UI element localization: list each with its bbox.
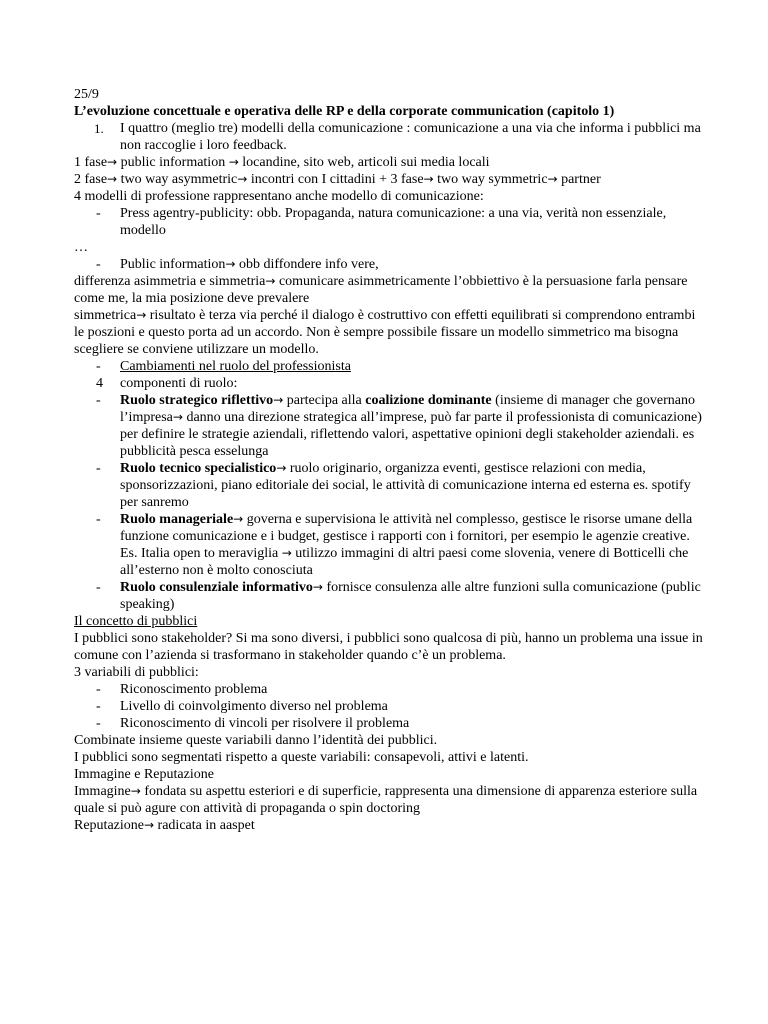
list-item-componenti: 4 componenti di ruolo: [96,376,238,391]
document-heading: L’evoluzione concettuale e operativa delle RP e della corporate communication (capitolo 1) [74,104,615,119]
dash-marker: - [96,461,101,476]
ellipsis: … [74,240,88,255]
dash-marker: - [96,359,101,374]
arrow-icon: → [312,580,323,594]
dash-marker: - [96,512,101,527]
arrow-icon: → [172,410,183,424]
arrow-icon: → [233,512,244,526]
modelli-line: 4 modelli di professione rappresentano anche modello di comunicazione: [74,189,484,204]
list-item-ruolo-strategico: - Ruolo strategico riflettivo→ partecipa alla coalizione dominante (insieme di manager che governano l’impresa→ danno una direzione strategica all’imprese, può far parte il professionista di comunicazione) per definire le strategie aziendali, riflettendo valori, aspettative opinioni degli stakeholder aziendali. es pubblicità pesca esselunga [96,393,702,459]
list-item-variabile-2: - Livello di coinvolgimento diverso nel problema [96,699,388,714]
date: 25/9 [74,87,99,102]
numbered-item-1: 1. I quattro (meglio tre) modelli della comunicazione : comunicazione a una via che informa i pubblici ma non raccoglie i loro feedback. [94,121,701,153]
fase-1-line: 1 fase→ public information → locandine, sito web, articoli sui media locali [74,155,490,170]
arrow-icon: → [228,155,239,169]
pubblici-paragraph: I pubblici sono stakeholder? Si ma sono diversi, i pubblici sono qualcosa di più, hanno un problema una issue in comune con l’azienda si trasformano in stakeholder quando c’è un problema. [74,631,703,663]
arrow-icon: → [237,172,248,186]
dash-marker: - [96,699,101,714]
arrow-icon: → [265,274,276,288]
arrow-icon: → [547,172,558,186]
dash-marker: - [96,206,101,221]
differenza-paragraph: differenza asimmetria e simmetria→ comunicare asimmetricamente l’obbiettivo è la persuasione farla pensare come me, la mia posizione deve prevalere [74,274,688,306]
number-marker: 1. [94,121,104,136]
arrow-icon: → [423,172,434,186]
arrow-icon: → [130,784,141,798]
dash-marker: - [96,393,101,408]
list-item-ruolo-consulenziale: - Ruolo consulenziale informativo→ fornisce consulenza alle altre funzioni sulla comunicazione (public speaking) [96,580,701,612]
arrow-icon: → [225,257,236,271]
arrow-icon: → [107,172,118,186]
dash-marker: - [96,257,101,272]
dash-marker: - [96,682,101,697]
number-marker: 4 [96,376,103,391]
simmetrica-paragraph: simmetrica→ risultato è terza via perché il dialogo è costruttivo con effetti equilibrati si comprendono entrambi le poszioni e questo porta ad un accordo. Non è sempre possibile fissare un modello simmetrico ma bisogna scegliere se conviene utilizzare un modello. [74,308,696,357]
list-item-ruolo-manageriale: - Ruolo manageriale→ governa e supervisiona le attività nel complesso, gestisce le risorse umane della funzione comunicazione e i budget, gestisce i rapporti con i fornitori, per esempio le agenzie creative. Es. Italia open to meraviglia → utilizzo immagini di altri paesi come slovenia, venere di Botticelli che all’esterno non è molto conosciuta [96,512,693,578]
list-item-press: - Press agentry-publicity: obb. Propaganda, natura comunicazione: a una via, verità non essenziale, modello [96,206,667,238]
arrow-icon: → [136,308,147,322]
list-item-public-information: - Public information→ obb diffondere info vere, [96,257,379,272]
arrow-icon: → [273,393,284,407]
section-title-immagine: Immagine e Reputazione [74,767,214,782]
arrow-icon: → [143,818,155,832]
list-item-variabile-1: - Riconoscimento problema [96,682,268,697]
arrow-icon: → [281,546,292,560]
dash-marker: - [96,716,101,731]
segmentati-line: I pubblici sono segmentati rispetto a queste variabili: consapevoli, attivi e latenti. [74,750,529,765]
arrow-icon: → [276,461,287,475]
immagine-paragraph: Immagine→ fondata su aspettu esteriori e di superficie, rappresenta una dimensione di apparenza esteriore sulla quale si può agure con attività di propaganda o spin doctoring [74,784,698,816]
list-item-cambiamenti: - Cambiamenti nel ruolo del professionista [96,359,351,374]
reputazione-line: Reputazione→ radicata in aaspet [74,818,255,833]
variabili-line: 3 variabili di pubblici: [74,665,199,680]
list-item-variabile-3: - Riconoscimento di vincoli per risolvere il problema [96,716,410,731]
list-item-ruolo-tecnico: - Ruolo tecnico specialistico→ ruolo originario, organizza eventi, gestisce relazioni con media, sponsorizzazioni, piano editoriale dei social, le attività di comunicazione interna ed esterna es. spotify per sanremo [96,461,691,510]
section-title-pubblici: Il concetto di pubblici [74,614,198,629]
fase-2-line: 2 fase→ two way asymmetric→ incontri con I cittadini + 3 fase→ two way symmetric→ partner [74,172,601,187]
arrow-icon: → [107,155,118,169]
dash-marker: - [96,580,101,595]
combinate-line: Combinate insieme queste variabili danno l’identità dei pubblici. [74,733,438,748]
